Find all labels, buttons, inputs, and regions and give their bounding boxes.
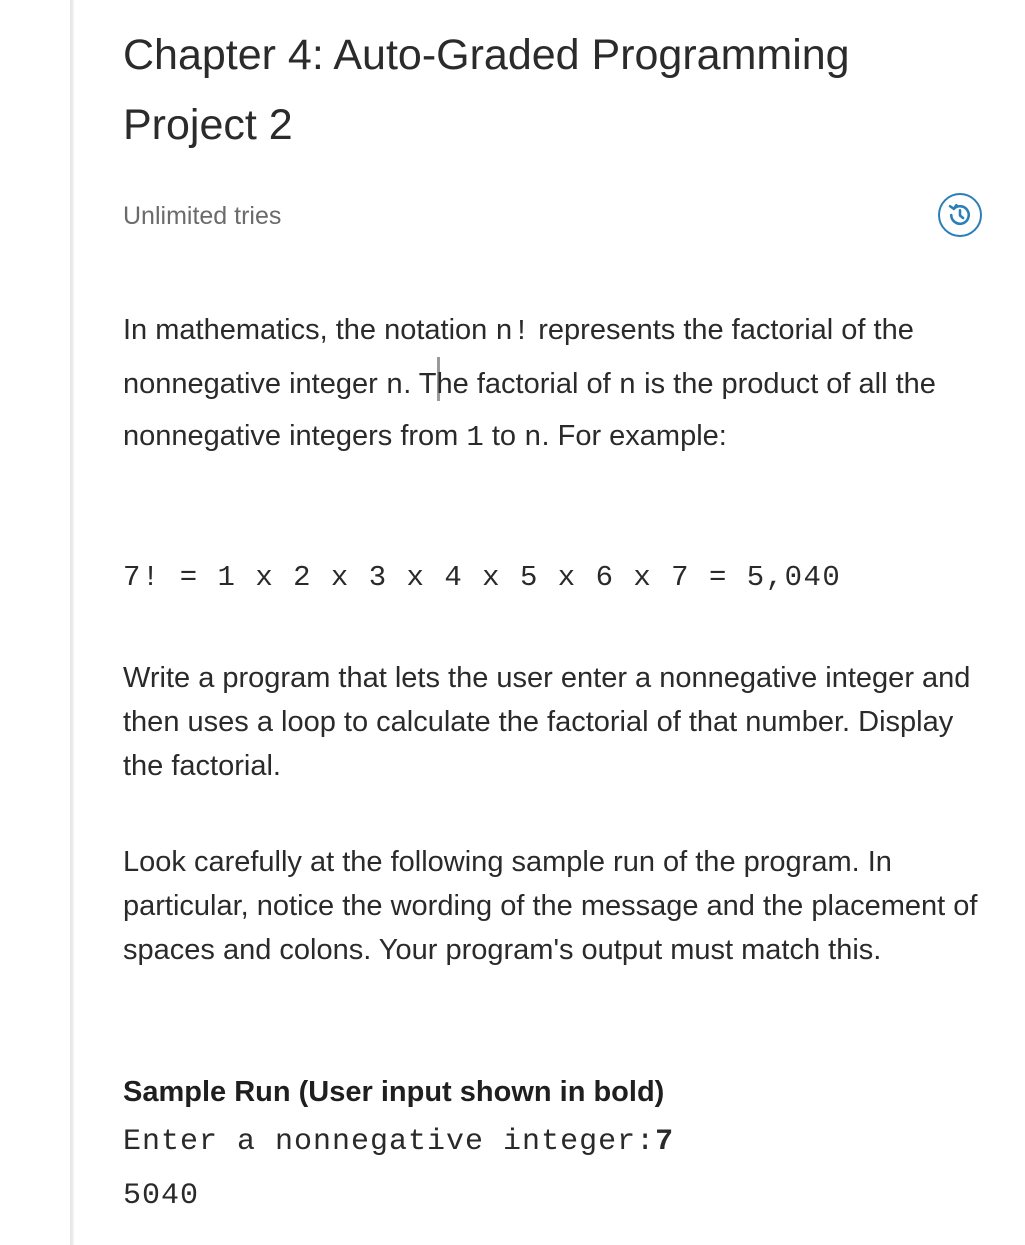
- code-n: n: [524, 421, 542, 454]
- intro-text-3a: . T: [403, 368, 437, 400]
- intro-text-5: to: [483, 420, 525, 452]
- sample-prompt: Enter a nonnegative integer:: [123, 1125, 656, 1159]
- intro-text-1: In mathematics, the notation: [123, 314, 496, 346]
- code-n: n: [385, 369, 404, 402]
- sample-run-prompt-line: [123, 1120, 674, 1164]
- sample-run-output: 5040: [123, 1179, 200, 1213]
- intro-text-3b: he factorial of: [436, 368, 619, 400]
- left-border: [70, 0, 74, 1245]
- sample-run-heading: Sample Run (User input shown in bold): [123, 1076, 665, 1108]
- history-icon: [946, 201, 974, 229]
- sample-user-input: 7: [655, 1125, 675, 1159]
- intro-text-2: represents the factorial of the nonnegative integer: [123, 314, 914, 400]
- page-title: Chapter 4: Auto-Graded Programming Project 2: [123, 31, 850, 149]
- code-n-factorial: n!: [495, 315, 531, 348]
- intro-paragraph: [123, 305, 983, 463]
- intro-text-4: is the product of all the nonnegative integers from: [123, 368, 936, 452]
- intro-text-6: . For example:: [541, 420, 727, 452]
- factorial-example: 7! = 1 x 2 x 3 x 4 x 5 x 6 x 7 = 5,040: [123, 561, 842, 594]
- tries-label: Unlimited tries: [123, 202, 282, 230]
- note-paragraph: Look carefully at the following sample run of the program. In particular, notice the wording of the message and the placement of spaces and colons. Your program's output must match this.: [123, 846, 978, 966]
- code-n: n: [618, 369, 637, 402]
- instructions-paragraph: Write a program that lets the user enter a nonnegative integer and then uses a loop to calculate the factorial of that number. Display the factorial.: [123, 662, 971, 782]
- history-button[interactable]: [938, 193, 982, 237]
- code-one: 1: [466, 421, 484, 454]
